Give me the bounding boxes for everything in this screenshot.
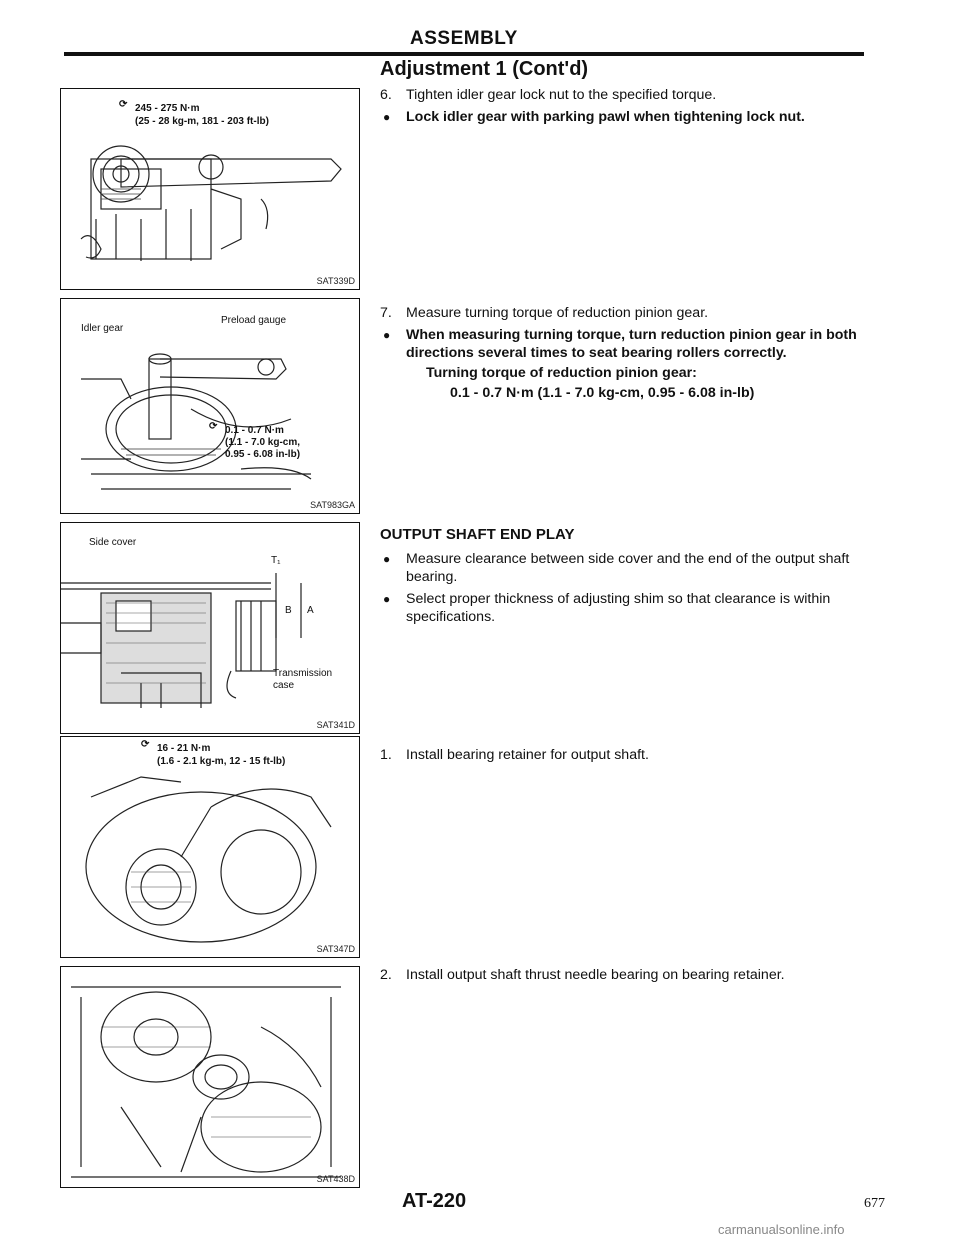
figure-4-illustration: [61, 737, 359, 957]
step-number: 2.: [380, 967, 392, 983]
torque-spec-value: 16 - 21 N·m: [157, 743, 211, 754]
watermark: carmanualsonline.info: [718, 1222, 845, 1237]
torque-icon: ⟳: [141, 739, 150, 750]
figure-side-cover-clearance: [60, 522, 360, 734]
bullet-text: Measure clearance between side cover and the end of the output shaft bearing.: [406, 551, 850, 585]
step-text: Tighten idler gear lock nut to the specified torque.: [406, 87, 717, 103]
bullet-icon: ●: [383, 328, 391, 342]
figure-code: SAT347D: [316, 944, 355, 954]
side-cover-label: Side cover: [89, 537, 137, 548]
a-dimension-label: A: [307, 605, 314, 616]
figure-bearing-retainer: [60, 736, 360, 958]
header-rule: [64, 52, 864, 56]
torque-icon: ⟳: [209, 421, 218, 432]
section-title: ASSEMBLY: [410, 28, 518, 49]
preload-gauge-label: Preload gauge: [221, 315, 287, 326]
torque-spec-conversion: (25 - 28 kg-m, 181 - 203 ft-lb): [135, 116, 269, 127]
bullet-text: Select proper thickness of adjusting shim so that clearance is within specifications.: [406, 591, 831, 625]
b-dimension-label: B: [285, 605, 292, 616]
figure-5-illustration: [61, 967, 359, 1187]
bullet-icon: ●: [383, 552, 391, 566]
section-heading: OUTPUT SHAFT END PLAY: [380, 526, 575, 543]
torque-range-inlb: 0.95 - 6.08 in-lb): [225, 449, 301, 460]
page-subtitle: Adjustment 1 (Cont'd): [380, 58, 589, 80]
spec-label: Turning torque of reduction pinion gear:: [426, 365, 697, 381]
page-number: 677: [864, 1196, 885, 1211]
step-number: 7.: [380, 305, 392, 321]
torque-icon: ⟳: [119, 99, 128, 110]
case-label: case: [273, 680, 295, 691]
figure-torque-idler-nut: [60, 88, 360, 290]
figure-thrust-needle-bearing: [60, 966, 360, 1188]
figure-code: SAT983GA: [310, 500, 355, 510]
step-number: 6.: [380, 87, 392, 103]
figure-code: SAT438D: [316, 1174, 355, 1184]
torque-range-label: 0.1 - 0.7 N·m: [225, 425, 284, 436]
idler-gear-label: Idler gear: [81, 323, 124, 334]
page-code: AT-220: [402, 1190, 467, 1212]
spec-value: 0.1 - 0.7 N·m (1.1 - 7.0 kg-cm, 0.95 - 6.08 in-lb): [450, 385, 755, 401]
transmission-label: Transmission: [273, 668, 333, 679]
figure-3-illustration: [61, 523, 359, 733]
t1-dimension-label: T₁: [271, 555, 281, 566]
figure-code: SAT339D: [316, 276, 355, 286]
step-note: When measuring turning torque, turn reduction pinion gear in both directions several times to seat bearing rollers correctly.: [406, 327, 857, 361]
torque-spec-conversion: (1.6 - 2.1 kg-m, 12 - 15 ft-lb): [157, 756, 286, 767]
step-7: [380, 304, 880, 402]
bullet-icon: ●: [383, 110, 391, 124]
bullet-icon: ●: [383, 592, 391, 606]
step-text: Install bearing retainer for output shaft.: [406, 747, 649, 763]
figure-code: SAT341D: [316, 720, 355, 730]
figure-preload-gauge: [60, 298, 360, 514]
step-2: [380, 966, 880, 984]
step-note: Lock idler gear with parking pawl when tightening lock nut.: [406, 109, 805, 125]
step-text: Measure turning torque of reduction pinion gear.: [406, 305, 709, 321]
torque-range-kgcm: (1.1 - 7.0 kg-cm,: [225, 437, 301, 448]
step-number: 1.: [380, 747, 392, 763]
output-shaft-end-play: [380, 526, 880, 626]
step-1: [380, 746, 880, 764]
step-text: Install output shaft thrust needle bearing on bearing retainer.: [406, 967, 785, 983]
step-6: [380, 86, 880, 126]
torque-spec-value: 245 - 275 N·m: [135, 103, 200, 114]
